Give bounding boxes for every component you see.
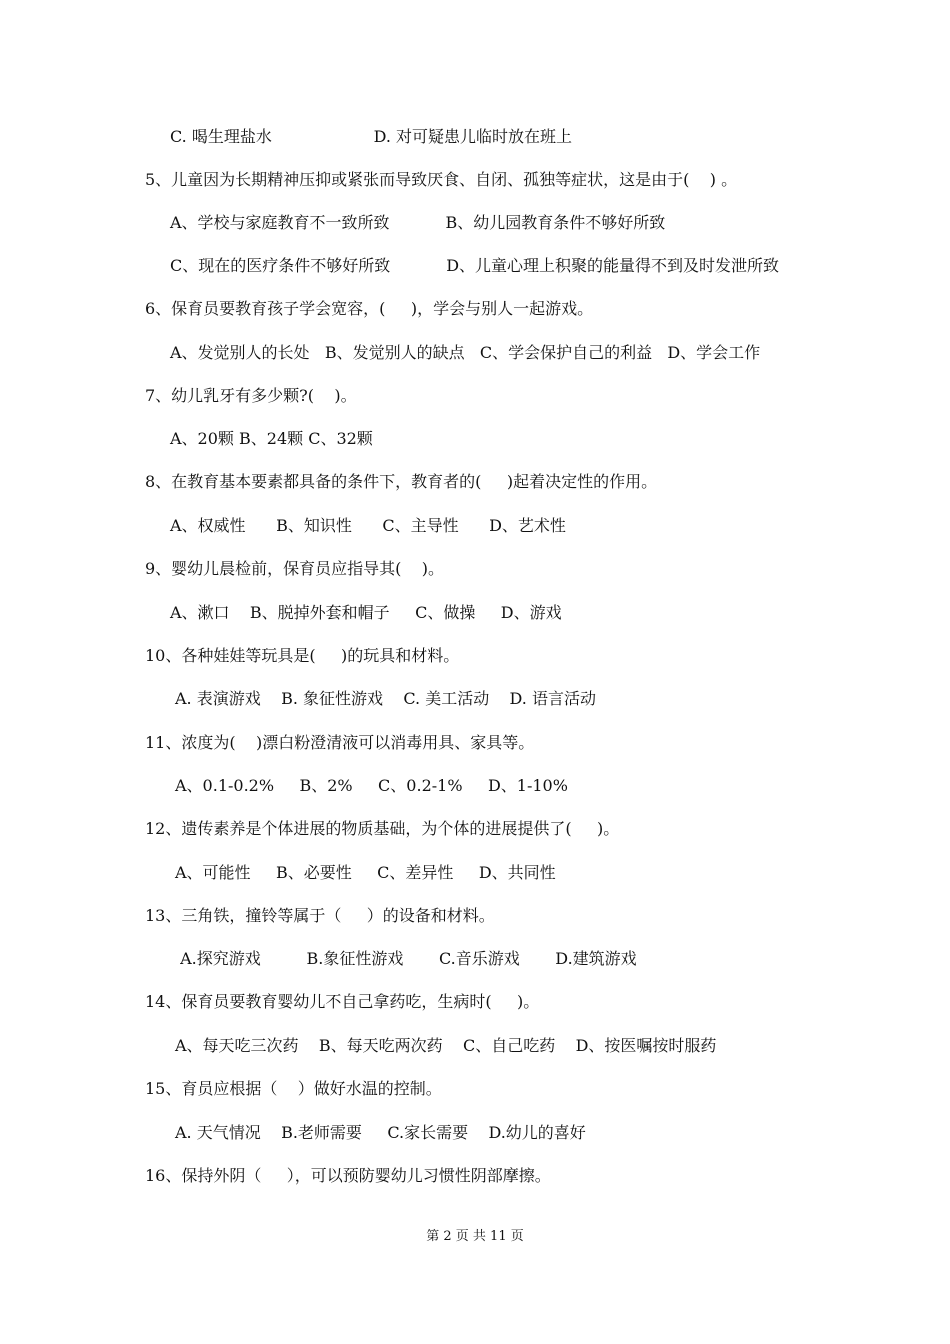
question-16: 16、保持外阴（ ），可以预防婴幼儿习惯性阴部摩擦。: [145, 1166, 551, 1185]
page-footer: 第 2 页 共 11 页: [426, 1229, 524, 1244]
question-15: 15、育员应根据（ ）做好水温的控制。: [145, 1079, 442, 1098]
option-line: A.探究游戏 B.象征性游戏 C.音乐游戏 D.建筑游戏: [175, 949, 637, 968]
question-7: 7、幼儿乳牙有多少颗?( )。: [145, 386, 357, 405]
option-line: A、0.1-0.2% B、2% C、0.2-1% D、1-10%: [175, 776, 568, 795]
question-11: 11、浓度为( )漂白粉澄清液可以消毒用具、家具等。: [145, 733, 535, 752]
question-5: 5、儿童因为长期精神压抑或紧张而导致厌食、自闭、孤独等症状，这是由于( ) 。: [145, 170, 738, 189]
option-line: A、可能性 B、必要性 C、差异性 D、共同性: [175, 863, 556, 882]
option-line: A、权威性 B、知识性 C、主导性 D、艺术性: [170, 516, 566, 535]
question-13: 13、三角铁，撞铃等属于（ ）的设备和材料。: [145, 906, 495, 925]
option-line: A、发觉别人的长处 B、发觉别人的缺点 C、学会保护自己的利益 D、学会工作: [170, 343, 761, 362]
option-line: A、20颗 B、24颗 C、32颗: [170, 429, 373, 448]
option-line-c-d: C、现在的医疗条件不够好所致 D、儿童心理上积聚的能量得不到及时发泄所致: [170, 256, 780, 275]
question-8: 8、在教育基本要素都具备的条件下，教育者的( )起着决定性的作用。: [145, 472, 658, 491]
option-line: A、每天吃三次药 B、每天吃两次药 C、自己吃药 D、按医嘱按时服药: [175, 1036, 717, 1055]
option-line: A. 表演游戏 B. 象征性游戏 C. 美工活动 D. 语言活动: [175, 689, 596, 708]
option-line-c-d: C. 喝生理盐水 D. 对可疑患儿临时放在班上: [170, 127, 572, 146]
question-10: 10、各种娃娃等玩具是( )的玩具和材料。: [145, 646, 460, 665]
question-14: 14、保育员要教育婴幼儿不自己拿药吃，生病时( )。: [145, 992, 540, 1011]
option-line: A. 天气情况 B.老师需要 C.家长需要 D.幼儿的喜好: [175, 1123, 586, 1142]
question-12: 12、遗传素养是个体进展的物质基础，为个体的进展提供了( )。: [145, 819, 620, 838]
option-line-a-b: A、学校与家庭教育不一致所致 B、幼儿园教育条件不够好所致: [170, 213, 666, 232]
question-9: 9、婴幼儿晨检前，保育员应指导其( )。: [145, 559, 445, 578]
question-6: 6、保育员要教育孩子学会宽容，( )，学会与别人一起游戏。: [145, 299, 594, 318]
option-line: A、漱口 B、脱掉外套和帽子 C、做操 D、游戏: [170, 603, 562, 622]
